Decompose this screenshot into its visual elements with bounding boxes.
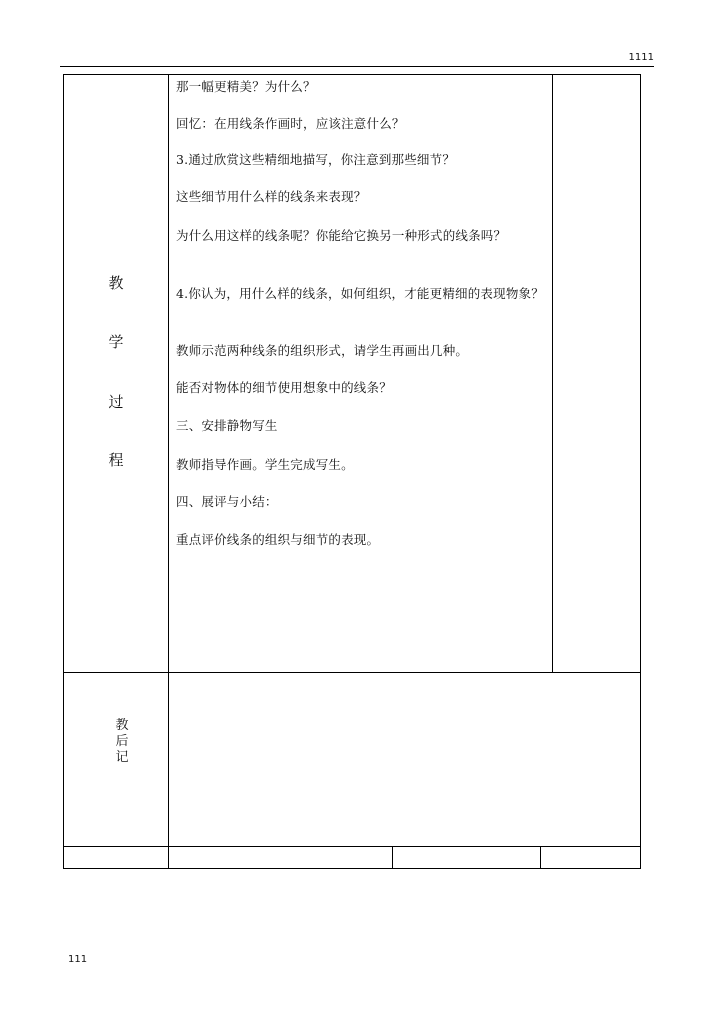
process-label-char: 学 bbox=[108, 333, 124, 351]
process-paragraph: 3.通过欣赏这些精细地描写，你注意到那些细节？ bbox=[176, 152, 456, 167]
process-paragraph: 四、展评与小结： bbox=[176, 494, 278, 509]
footer-row-divider-1 bbox=[392, 846, 393, 868]
process-label-char: 过 bbox=[108, 393, 124, 411]
process-paragraph: 教师指导作画。学生完成写生。 bbox=[176, 457, 354, 472]
process-label-char: 程 bbox=[108, 451, 124, 469]
table-divider-after bbox=[63, 846, 641, 847]
table-label-column-line bbox=[168, 74, 169, 869]
process-paragraph: 这些细节用什么样的线条来表现？ bbox=[176, 189, 367, 204]
process-paragraph: 为什么用这样的线条呢？你能给它换另一种形式的线条吗？ bbox=[176, 228, 507, 243]
process-paragraph: 三、安排静物写生 bbox=[176, 418, 278, 433]
table-divider-process bbox=[63, 672, 641, 673]
table-notes-column-line bbox=[552, 74, 553, 672]
process-paragraph: 4.你认为，用什么样的线条，如何组织，才能更精细的表现物象？ bbox=[176, 286, 544, 301]
table-bottom-border bbox=[63, 868, 641, 869]
page-footer-number: 111 bbox=[68, 954, 88, 965]
table-right-border bbox=[640, 74, 641, 869]
process-paragraph: 能否对物体的细节使用想象中的线条？ bbox=[176, 380, 392, 395]
after-class-notes-label: 教后记 bbox=[115, 718, 129, 765]
table-top-border bbox=[63, 74, 641, 75]
process-paragraph: 那一幅更精美？为什么？ bbox=[176, 79, 316, 94]
footer-row-divider-2 bbox=[540, 846, 541, 868]
process-label-char: 教 bbox=[108, 274, 124, 292]
process-paragraph: 回忆：在用线条作画时，应该注意什么？ bbox=[176, 116, 405, 131]
table-left-border bbox=[63, 74, 64, 869]
page-header-number: 1111 bbox=[628, 52, 654, 63]
process-paragraph: 教师示范两种线条的组织形式，请学生再画出几种。 bbox=[176, 343, 469, 358]
process-paragraph: 重点评价线条的组织与细节的表现。 bbox=[176, 532, 380, 547]
header-rule bbox=[60, 66, 654, 67]
